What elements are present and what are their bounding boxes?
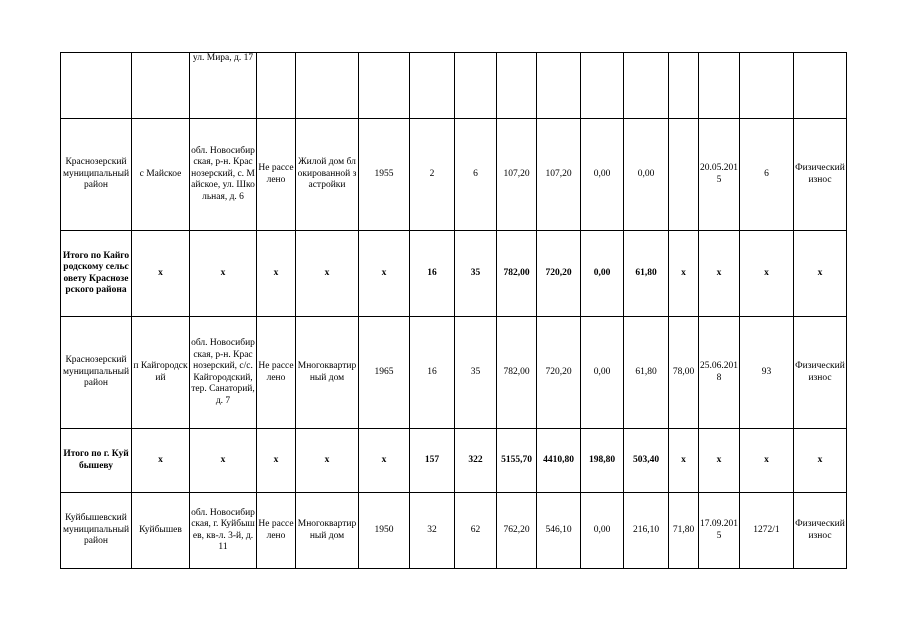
table-body [61,53,847,569]
table-cell [296,53,359,119]
housing-table [60,52,847,569]
table-cell: 5155,70 [497,429,537,493]
table-cell: с Майское [132,119,190,231]
table-cell: x [699,429,740,493]
table-cell [669,119,699,231]
table-cell [537,53,581,119]
table-cell: п Кайгородский [132,317,190,429]
table-cell: x [794,429,847,493]
table-cell: 0,00 [581,119,624,231]
table-cell: x [669,231,699,317]
table-cell: Куйбышевский муниципальный район [61,493,132,569]
table-cell: 25.06.2018 [699,317,740,429]
table-cell: обл. Новосибирская, р-н. Краснозерский, с. Майское, ул. Школьная, д. 6 [190,119,257,231]
table-cell: 0,00 [581,493,624,569]
table-row [61,317,847,429]
table-cell: x [740,231,794,317]
table-cell: 16 [410,231,455,317]
table-cell [61,53,132,119]
table-cell: Жилой дом блокированной застройки [296,119,359,231]
table-cell [740,53,794,119]
table-cell [497,53,537,119]
table-cell: x [257,429,296,493]
table-cell: обл. Новосибирская, г. Куйбышев, кв-л. 3-й, д. 11 [190,493,257,569]
table-cell: 720,20 [537,317,581,429]
table-cell [794,53,847,119]
table-cell: 157 [410,429,455,493]
table-cell: 61,80 [624,231,669,317]
table-cell: 107,20 [497,119,537,231]
table-cell: 1272/1 [740,493,794,569]
table-cell: Многоквартирный дом [296,317,359,429]
table-cell [669,53,699,119]
table-cell: 546,10 [537,493,581,569]
table-cell: x [190,231,257,317]
table-cell: x [740,429,794,493]
table-cell: x [296,429,359,493]
table-cell: 503,40 [624,429,669,493]
table-cell: 6 [740,119,794,231]
table-cell: 32 [410,493,455,569]
table-cell: 17.09.2015 [699,493,740,569]
table-cell: 0,00 [581,317,624,429]
total-row [61,429,847,493]
table-cell [132,53,190,119]
table-cell: x [794,231,847,317]
table-cell [455,53,497,119]
table-cell: 35 [455,231,497,317]
table-cell [581,53,624,119]
document-page [60,52,847,569]
table-cell: Не расселено [257,493,296,569]
table-cell: 782,00 [497,231,537,317]
table-cell: 2 [410,119,455,231]
table-cell: x [669,429,699,493]
table-cell: 720,20 [537,231,581,317]
table-cell: 16 [410,317,455,429]
total-row [61,231,847,317]
table-cell: Итого по Кайгородскому сельсовету Краснозерского района [61,231,132,317]
table-cell [624,53,669,119]
table-cell: Не расселено [257,119,296,231]
table-cell: x [132,231,190,317]
table-row [61,119,847,231]
table-cell: 322 [455,429,497,493]
table-cell: x [132,429,190,493]
table-cell: 35 [455,317,497,429]
table-cell: 216,10 [624,493,669,569]
table-cell: 61,80 [624,317,669,429]
table-cell: 1965 [359,317,410,429]
table-cell: Краснозерский муниципальный район [61,317,132,429]
table-cell: 782,00 [497,317,537,429]
table-cell: ул. Мира, д. 17 [190,53,257,119]
table-cell: 6 [455,119,497,231]
table-cell: 4410,80 [537,429,581,493]
table-cell: Многоквартирный дом [296,493,359,569]
table-cell: 198,80 [581,429,624,493]
table-cell: x [257,231,296,317]
table-cell: x [699,231,740,317]
table-cell: 107,20 [537,119,581,231]
table-cell: 20.05.2015 [699,119,740,231]
table-cell [699,53,740,119]
table-row [61,493,847,569]
table-cell: 1950 [359,493,410,569]
table-cell: Не расселено [257,317,296,429]
table-cell: 0,00 [624,119,669,231]
table-row [61,53,847,119]
table-cell: 62 [455,493,497,569]
table-cell: Физический износ [794,119,847,231]
table-cell: x [190,429,257,493]
table-cell: 0,00 [581,231,624,317]
table-cell: Итого по г. Куйбышеву [61,429,132,493]
table-cell [410,53,455,119]
table-cell: 1955 [359,119,410,231]
table-cell: 762,20 [497,493,537,569]
table-cell: x [296,231,359,317]
table-cell: обл. Новосибирская, р-н. Краснозерский, с/с. Кайгородский, тер. Санаторий, д. 7 [190,317,257,429]
table-cell: x [359,429,410,493]
table-cell: x [359,231,410,317]
table-cell: 93 [740,317,794,429]
table-cell: Краснозерский муниципальный район [61,119,132,231]
table-cell: Физический износ [794,317,847,429]
table-cell: 71,80 [669,493,699,569]
table-cell [257,53,296,119]
table-cell: 78,00 [669,317,699,429]
table-cell: Физический износ [794,493,847,569]
table-cell [359,53,410,119]
table-cell: Куйбышев [132,493,190,569]
